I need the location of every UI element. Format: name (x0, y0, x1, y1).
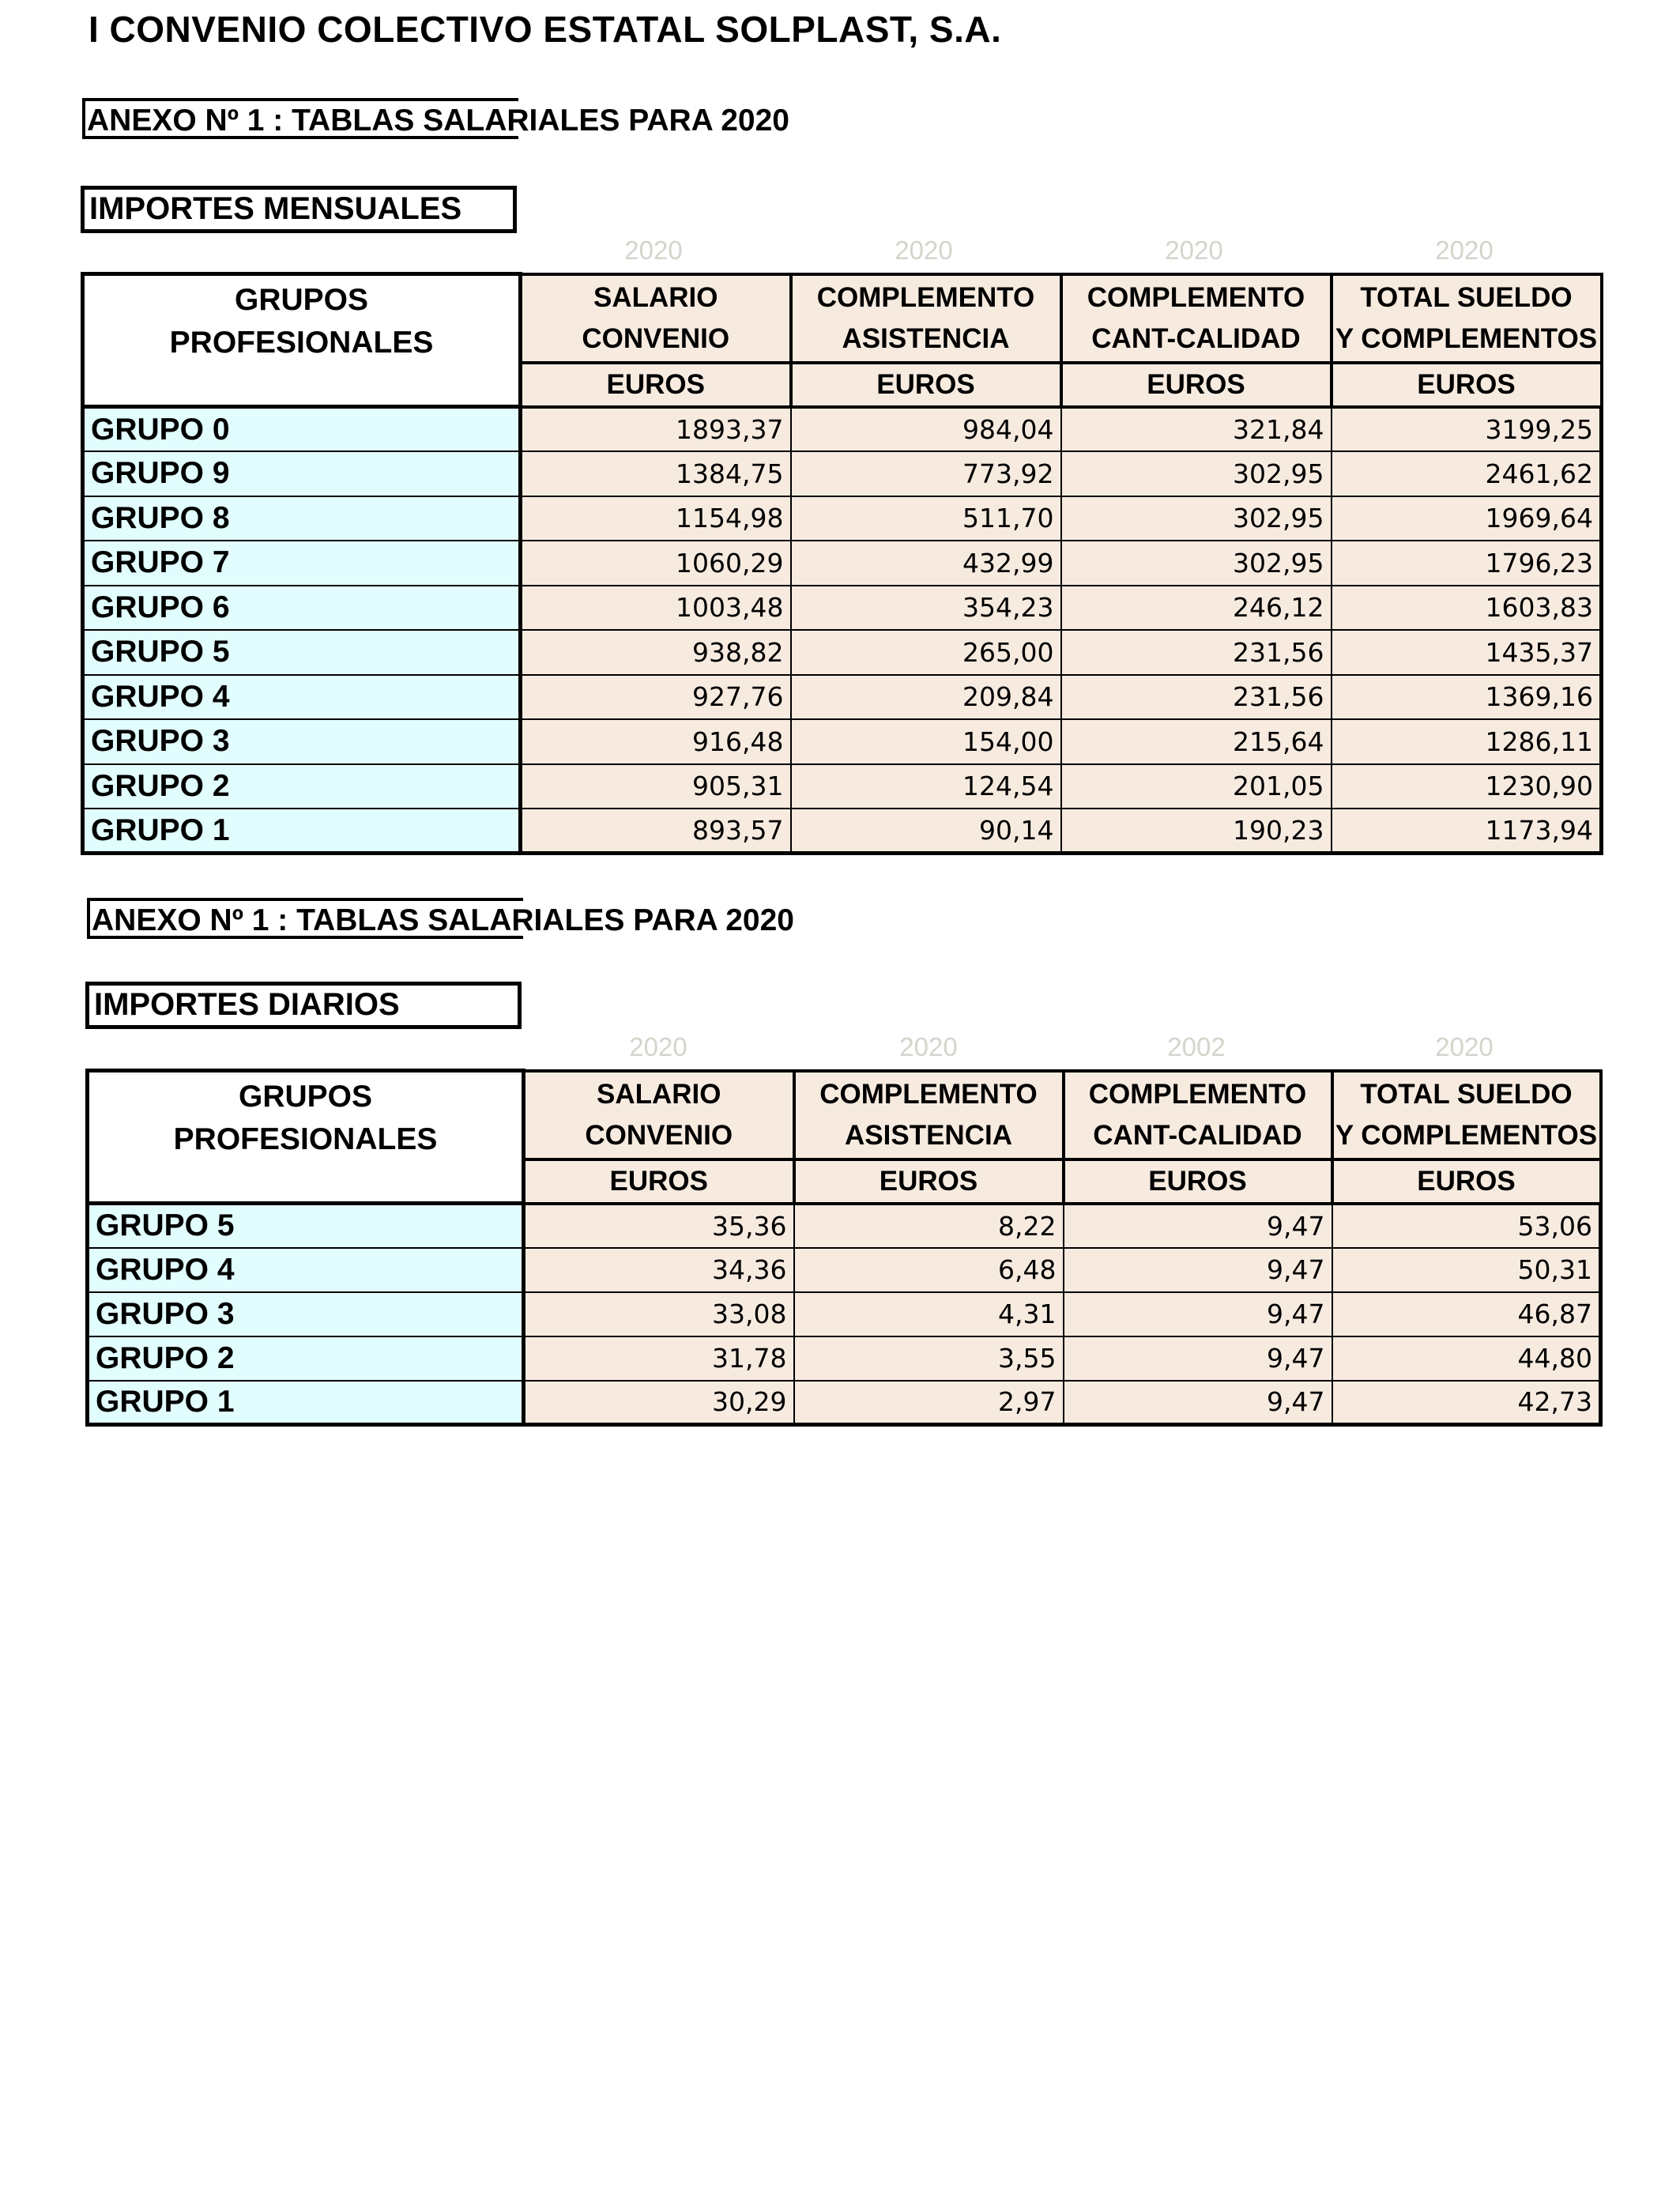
year-label: 2020 (895, 236, 953, 265)
column-header (1061, 274, 1332, 363)
value-cell: 2461,62 (1332, 451, 1602, 496)
column-header-line1: COMPLEMENTO (1088, 1078, 1307, 1110)
value-cell: 8,22 (794, 1204, 1064, 1248)
value-cell: 35,36 (524, 1204, 794, 1248)
value-cell: 90,14 (791, 809, 1061, 854)
table-row (83, 407, 1602, 452)
groups-header (88, 1071, 524, 1204)
value-cell: 432,99 (791, 541, 1061, 586)
column-header-line1: COMPLEMENTO (819, 1078, 1038, 1110)
value-cell: 905,31 (521, 764, 791, 809)
group-cell: GRUPO 6 (83, 586, 521, 631)
column-header-line2: ASISTENCIA (842, 322, 1010, 354)
monthly-salary-table (81, 272, 1603, 855)
value-cell: 511,70 (791, 496, 1061, 541)
daily-salary-table (85, 1069, 1603, 1427)
value-cell: 154,00 (791, 719, 1061, 764)
groups-header-line1: GRUPOS (234, 283, 369, 317)
group-cell: GRUPO 2 (83, 764, 521, 809)
value-cell: 1060,29 (521, 541, 791, 586)
value-cell: 1969,64 (1332, 496, 1602, 541)
value-cell: 231,56 (1061, 630, 1332, 675)
column-header-line1: COMPLEMENTO (1087, 281, 1305, 313)
unit-header: EUROS (1061, 363, 1332, 407)
value-cell: 927,76 (521, 675, 791, 720)
value-cell: 124,54 (791, 764, 1061, 809)
value-cell: 893,57 (521, 809, 791, 854)
group-cell: GRUPO 4 (83, 675, 521, 720)
column-header-line1: TOTAL SUELDO (1360, 1078, 1573, 1110)
value-cell: 773,92 (791, 451, 1061, 496)
value-cell: 215,64 (1061, 719, 1332, 764)
group-cell: GRUPO 7 (83, 541, 521, 586)
value-cell: 1435,37 (1332, 630, 1602, 675)
monthly-section-title: IMPORTES MENSUALES (81, 186, 517, 233)
value-cell: 321,84 (1061, 407, 1332, 452)
table-row (88, 1336, 1601, 1381)
group-cell: GRUPO 4 (88, 1248, 524, 1292)
table-row (88, 1292, 1601, 1336)
value-cell: 1893,37 (521, 407, 791, 452)
group-cell: GRUPO 9 (83, 451, 521, 496)
table-row (83, 630, 1602, 675)
document-title: I CONVENIO COLECTIVO ESTATAL SOLPLAST, S.A. (89, 9, 1002, 50)
year-label: 2020 (899, 1032, 958, 1061)
value-cell: 3,55 (794, 1336, 1064, 1381)
value-cell: 9,47 (1064, 1336, 1332, 1381)
value-cell: 1796,23 (1332, 541, 1602, 586)
unit-header: EUROS (791, 363, 1061, 407)
table-row (83, 675, 1602, 720)
column-header (524, 1071, 794, 1159)
value-cell: 1384,75 (521, 451, 791, 496)
column-header-line1: TOTAL SUELDO (1360, 281, 1573, 313)
value-cell: 30,29 (524, 1381, 794, 1425)
value-cell: 302,95 (1061, 451, 1332, 496)
value-cell: 33,08 (524, 1292, 794, 1336)
value-cell: 1003,48 (521, 586, 791, 631)
column-header (791, 274, 1061, 363)
value-cell: 1369,16 (1332, 675, 1602, 720)
value-cell: 231,56 (1061, 675, 1332, 720)
value-cell: 34,36 (524, 1248, 794, 1292)
group-cell: GRUPO 1 (88, 1381, 524, 1425)
value-cell: 984,04 (791, 407, 1061, 452)
value-cell: 1603,83 (1332, 586, 1602, 631)
groups-header-line2: PROFESIONALES (173, 1122, 438, 1156)
group-cell: GRUPO 3 (88, 1292, 524, 1336)
group-cell: GRUPO 2 (88, 1336, 524, 1381)
year-label: 2020 (1435, 1032, 1494, 1061)
value-cell: 265,00 (791, 630, 1061, 675)
value-cell: 4,31 (794, 1292, 1064, 1336)
column-header (794, 1071, 1064, 1159)
table-row (83, 719, 1602, 764)
unit-header: EUROS (1332, 363, 1602, 407)
year-label: 2020 (629, 1032, 687, 1061)
table-row (83, 451, 1602, 496)
table-row (83, 586, 1602, 631)
value-cell: 53,06 (1332, 1204, 1601, 1248)
table-row (88, 1204, 1601, 1248)
column-header-line2: CANT-CALIDAD (1093, 1119, 1302, 1151)
column-header-line2: CONVENIO (582, 322, 730, 354)
value-cell: 9,47 (1064, 1381, 1332, 1425)
groups-header-line1: GRUPOS (238, 1080, 373, 1114)
table-row (83, 496, 1602, 541)
daily-section-title: IMPORTES DIARIOS (85, 982, 522, 1029)
unit-header: EUROS (1332, 1159, 1601, 1204)
value-cell: 9,47 (1064, 1248, 1332, 1292)
value-cell: 201,05 (1061, 764, 1332, 809)
table-row (83, 764, 1602, 809)
value-cell: 246,12 (1061, 586, 1332, 631)
value-cell: 50,31 (1332, 1248, 1601, 1292)
daily-annex-title: ANEXO Nº 1 : TABLAS SALARIALES PARA 2020 (87, 898, 794, 944)
value-cell: 1173,94 (1332, 809, 1602, 854)
unit-header: EUROS (524, 1159, 794, 1204)
unit-header: EUROS (1064, 1159, 1332, 1204)
value-cell: 3199,25 (1332, 407, 1602, 452)
column-header-line2: Y COMPLEMENTOS (1335, 1119, 1598, 1151)
column-header (1332, 1071, 1601, 1159)
column-header-line1: COMPLEMENTO (816, 281, 1035, 313)
column-header-line1: SALARIO (597, 1078, 721, 1110)
value-cell: 1286,11 (1332, 719, 1602, 764)
groups-header-line2: PROFESIONALES (169, 326, 434, 360)
column-header (1064, 1071, 1332, 1159)
year-label: 2020 (1435, 236, 1494, 265)
column-header-line2: CONVENIO (585, 1119, 733, 1151)
value-cell: 1154,98 (521, 496, 791, 541)
table-row (88, 1248, 1601, 1292)
value-cell: 42,73 (1332, 1381, 1601, 1425)
column-header (521, 274, 791, 363)
group-cell: GRUPO 8 (83, 496, 521, 541)
value-cell: 31,78 (524, 1336, 794, 1381)
group-cell: GRUPO 5 (83, 630, 521, 675)
value-cell: 302,95 (1061, 496, 1332, 541)
column-header (1332, 274, 1602, 363)
monthly-annex-title: ANEXO Nº 1 : TABLAS SALARIALES PARA 2020 (82, 98, 789, 144)
value-cell: 2,97 (794, 1381, 1064, 1425)
unit-header: EUROS (521, 363, 791, 407)
group-cell: GRUPO 3 (83, 719, 521, 764)
year-label: 2002 (1167, 1032, 1226, 1061)
value-cell: 190,23 (1061, 809, 1332, 854)
value-cell: 354,23 (791, 586, 1061, 631)
groups-header (83, 274, 521, 407)
value-cell: 9,47 (1064, 1204, 1332, 1248)
value-cell: 9,47 (1064, 1292, 1332, 1336)
group-cell: GRUPO 1 (83, 809, 521, 854)
value-cell: 209,84 (791, 675, 1061, 720)
year-label: 2020 (624, 236, 683, 265)
column-header-line2: Y COMPLEMENTOS (1335, 322, 1598, 354)
value-cell: 938,82 (521, 630, 791, 675)
column-header-line2: CANT-CALIDAD (1091, 322, 1301, 354)
column-header-line1: SALARIO (593, 281, 718, 313)
column-header-line2: ASISTENCIA (845, 1119, 1012, 1151)
year-label: 2020 (1165, 236, 1223, 265)
value-cell: 46,87 (1332, 1292, 1601, 1336)
value-cell: 44,80 (1332, 1336, 1601, 1381)
value-cell: 302,95 (1061, 541, 1332, 586)
group-cell: GRUPO 0 (83, 407, 521, 452)
value-cell: 916,48 (521, 719, 791, 764)
table-row (83, 541, 1602, 586)
value-cell: 6,48 (794, 1248, 1064, 1292)
table-row (83, 809, 1602, 854)
unit-header: EUROS (794, 1159, 1064, 1204)
table-row (88, 1381, 1601, 1425)
value-cell: 1230,90 (1332, 764, 1602, 809)
group-cell: GRUPO 5 (88, 1204, 524, 1248)
